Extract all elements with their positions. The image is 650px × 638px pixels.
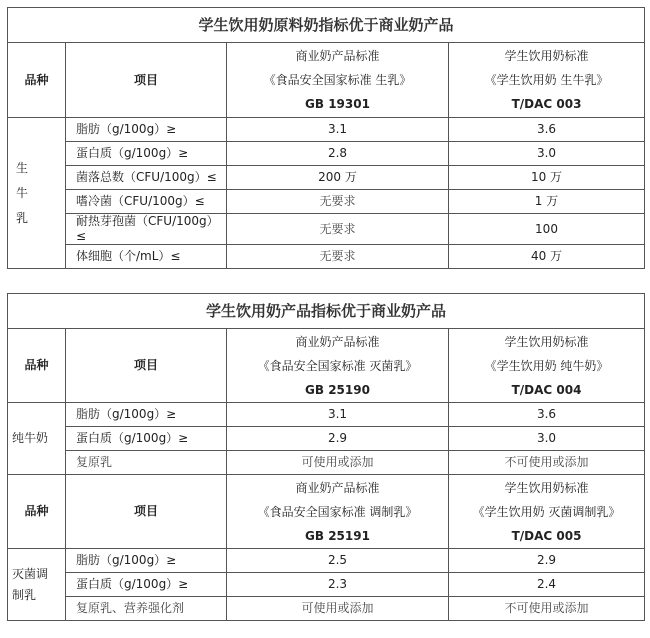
header-student-standard <box>449 43 645 118</box>
commercial-standard-code: GB 25190 <box>305 382 370 397</box>
student-standard-name: 学生饮用奶标准 <box>504 49 589 63</box>
student-standard-doc: 《学生饮用奶 纯牛奶》 <box>484 358 609 373</box>
student-standard-code: T/DAC 003 <box>511 97 582 111</box>
student-value: 3.0 <box>449 142 645 166</box>
student-value: 2.9 <box>449 549 645 573</box>
student-standard-code: T/DAC 005 <box>511 528 582 543</box>
raw-milk-comparison-table <box>7 7 645 269</box>
commercial-value: 3.1 <box>227 403 449 427</box>
commercial-standard-name: 商业奶产品标准 <box>295 480 380 495</box>
table-row-item: 脂肪（g/100g）≥ <box>66 118 227 142</box>
product-comparison-table <box>7 293 645 621</box>
commercial-value: 可使用或添加 <box>227 451 449 475</box>
header-item: 项目 <box>66 43 227 118</box>
table-row-item: 脂肪（g/100g）≥ <box>66 403 227 427</box>
student-value: 3.0 <box>449 427 645 451</box>
header-commercial-standard <box>227 43 449 118</box>
commercial-standard-doc: 《食品安全国家标准 灭菌乳》 <box>257 358 418 373</box>
variety-char: 牛 <box>16 185 29 200</box>
table-row-item: 蛋白质（g/100g）≥ <box>66 573 227 597</box>
table-row-item: 蛋白质（g/100g）≥ <box>66 427 227 451</box>
table-row-item: 体细胞（个/mL）≤ <box>66 245 227 269</box>
commercial-value: 3.1 <box>227 118 449 142</box>
header-commercial-standard <box>227 475 449 549</box>
student-value: 10 万 <box>449 166 645 190</box>
table-row-item: 菌落总数（CFU/100g）≤ <box>66 166 227 190</box>
student-standard-doc: 《学生饮用奶 灭菌调制乳》 <box>472 504 621 519</box>
commercial-value: 2.9 <box>227 427 449 451</box>
table-row-item: 复原乳 <box>66 451 227 475</box>
commercial-standard-doc: 《食品安全国家标准 调制乳》 <box>257 504 418 519</box>
variety-char: 乳 <box>16 210 29 225</box>
commercial-value: 2.8 <box>227 142 449 166</box>
commercial-standard-code: GB 25191 <box>305 528 370 543</box>
student-value: 不可使用或添加 <box>449 451 645 475</box>
student-value: 2.4 <box>449 573 645 597</box>
header-variety: 品种 <box>8 475 66 549</box>
commercial-value: 2.5 <box>227 549 449 573</box>
variety-pure-milk: 纯牛奶 <box>8 403 66 475</box>
table-row-item: 蛋白质（g/100g）≥ <box>66 142 227 166</box>
header-variety: 品种 <box>8 43 66 118</box>
header-item: 项目 <box>66 475 227 549</box>
student-standard-doc: 《学生饮用奶 生牛乳》 <box>484 73 609 87</box>
table-title: 学生饮用奶产品指标优于商业奶产品 <box>8 294 645 329</box>
table-row-item: 脂肪（g/100g）≥ <box>66 549 227 573</box>
student-value: 3.6 <box>449 403 645 427</box>
student-value: 40 万 <box>449 245 645 269</box>
commercial-value: 2.3 <box>227 573 449 597</box>
student-value: 3.6 <box>449 118 645 142</box>
commercial-standard-doc: 《食品安全国家标准 生乳》 <box>263 73 412 87</box>
commercial-standard-name: 商业奶产品标准 <box>295 49 380 63</box>
table-row-item: 耐热芽孢菌（CFU/100g）≤ <box>66 214 227 245</box>
table-row-item: 复原乳、营养强化剂 <box>66 597 227 621</box>
student-value: 100 <box>449 214 645 245</box>
student-standard-code: T/DAC 004 <box>511 382 582 397</box>
variety-line: 灭菌调 <box>12 566 49 581</box>
commercial-value: 200 万 <box>227 166 449 190</box>
commercial-value: 可使用或添加 <box>227 597 449 621</box>
commercial-standard-name: 商业奶产品标准 <box>295 334 380 349</box>
variety-sterilized-modified-milk <box>8 549 66 621</box>
student-value: 不可使用或添加 <box>449 597 645 621</box>
commercial-standard-code: GB 19301 <box>305 97 370 111</box>
table-title: 学生饮用奶原料奶指标优于商业奶产品 <box>8 8 645 43</box>
table-row-item: 嗜冷菌（CFU/100g）≤ <box>66 190 227 214</box>
variety-char: 生 <box>16 160 29 175</box>
header-variety: 品种 <box>8 329 66 403</box>
header-student-standard <box>449 475 645 549</box>
variety-raw-milk <box>8 118 66 269</box>
header-commercial-standard <box>227 329 449 403</box>
variety-line: 制乳 <box>12 587 37 602</box>
commercial-value: 无要求 <box>227 190 449 214</box>
commercial-value: 无要求 <box>227 214 449 245</box>
commercial-value: 无要求 <box>227 245 449 269</box>
student-standard-name: 学生饮用奶标准 <box>504 334 589 349</box>
header-student-standard <box>449 329 645 403</box>
student-standard-name: 学生饮用奶标准 <box>504 480 589 495</box>
header-item: 项目 <box>66 329 227 403</box>
student-value: 1 万 <box>449 190 645 214</box>
